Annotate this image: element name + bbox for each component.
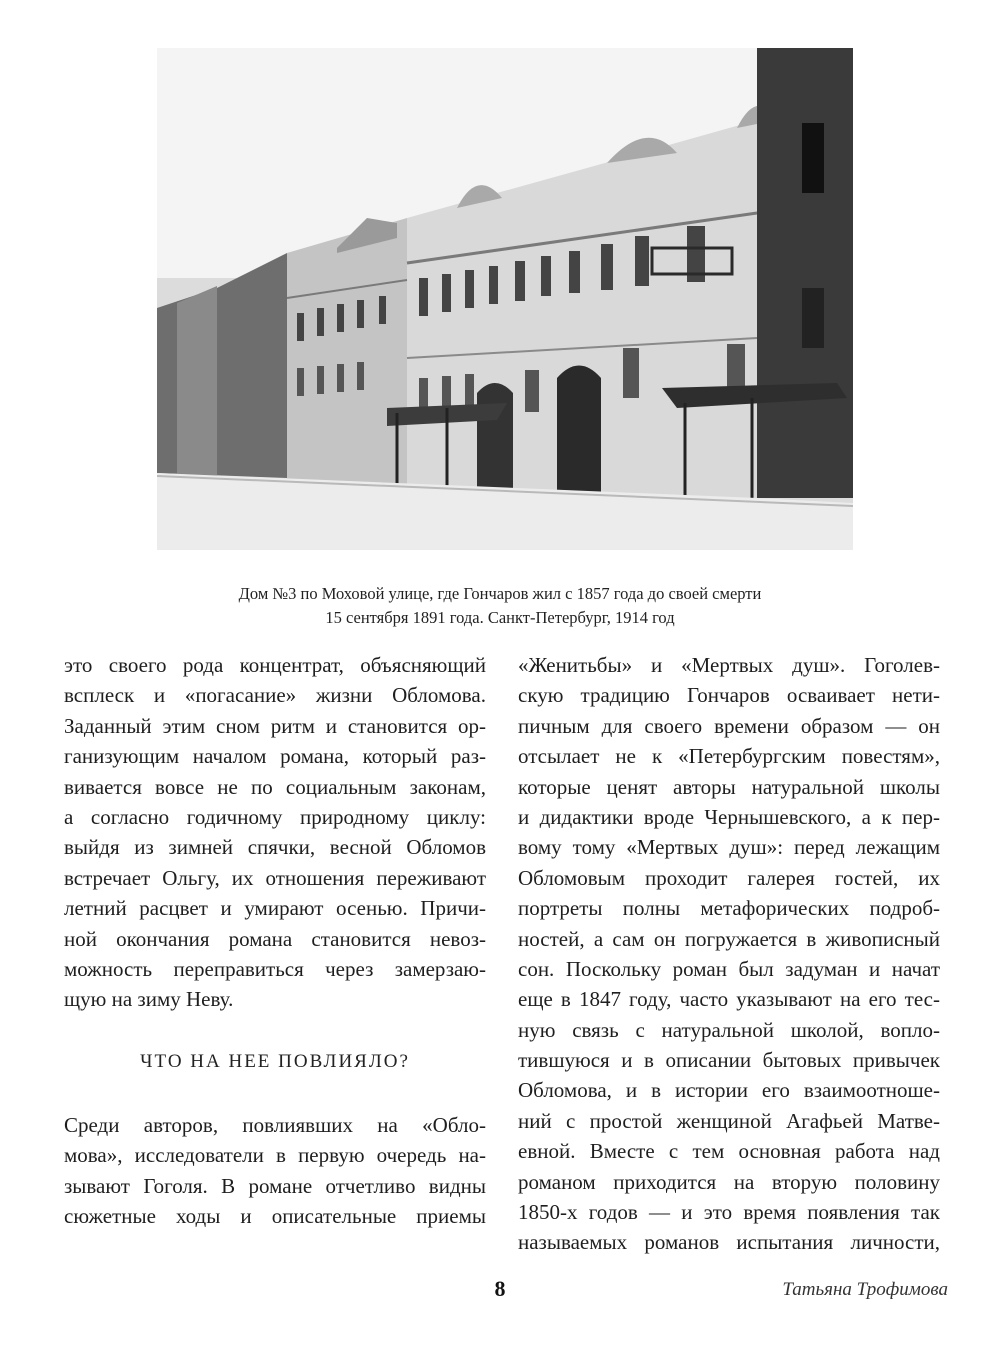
text-line: еще в 1847 году, часто указывают на его тес- (518, 987, 940, 1012)
text-line: выйдя из зимней спячки, весной Обломов (64, 835, 486, 860)
text-line: и дидактики вроде Чернышевского, а к пер- (518, 804, 940, 829)
text-line: Обломова, и в истории его взаимоотноше- (518, 1078, 940, 1103)
text-line: щую на зиму Неву. (64, 987, 234, 1012)
text-line: летний расцвет и умирают осенью. Причи- (64, 896, 486, 921)
text-line: сон. Поскольку роман был задуман и начат (518, 956, 940, 981)
text-line: это своего рода концентрат, объясняющий (64, 653, 486, 677)
text-line: Обломовым проходит галерея гостей, их (518, 865, 940, 890)
page-number: 8 (494, 1276, 506, 1301)
text-line: ганизующим началом романа, который раз- (64, 744, 486, 769)
text-line: называемых романов испытания личности, (518, 1230, 940, 1255)
running-footer-author: Татьяна Трофимова (782, 1279, 948, 1300)
text-line: Среди авторов, повлиявших на «Обло- (64, 1113, 486, 1137)
text-line: 1850-х годов — и это время появления так (518, 1200, 940, 1225)
text-line: сюжетные ходы и описательные приемы (64, 1204, 486, 1229)
caption-line: 15 сентября 1891 года. Санкт-Петербург, 1914 год (325, 608, 675, 627)
text-line: зывают Гоголя. В романе отчетливо видны (64, 1173, 486, 1198)
text-line: отсылает не к «Петербургским повестям», (518, 744, 940, 769)
text-line: евной. Вместе с тем основная работа над (518, 1139, 940, 1164)
left-column-text-2 (64, 1110, 486, 1232)
text-line: романом приходится на вторую половину (518, 1169, 940, 1194)
text-line: Заданный этим сном ритм и становится ор- (64, 713, 486, 738)
text-line: «Женитьбы» и «Мертвых душ». Гоголев- (518, 653, 940, 677)
text-line: ний с простой женщиной Агафьей Матве- (518, 1108, 940, 1133)
text-line: ной окончания романа становится невоз- (64, 926, 486, 951)
building-photo (157, 48, 853, 550)
text-line: а согласно годичному природному циклу: (64, 804, 486, 829)
text-line: встречает Ольгу, их отношения переживают (64, 865, 486, 890)
text-line: всплеск и «погасание» жизни Обломова. (64, 683, 486, 708)
section-heading: ЧТО НА НЕЕ ПОВЛИЯЛО? (140, 1051, 410, 1072)
photo-caption (120, 582, 880, 630)
caption-line: Дом №3 по Моховой улице, где Гончаров жил с 1857 года до своей смерти (238, 584, 762, 603)
text-line: мова», исследователи в первую очередь на- (64, 1143, 486, 1168)
text-line: ную связь с натуральной школой, вопло- (518, 1017, 940, 1042)
text-line: вому тому «Мертвых душ»: перед лежащим (518, 835, 940, 860)
left-column-text (64, 650, 486, 1015)
text-line: портреты полны метафорических подроб- (518, 896, 940, 921)
text-line: вивается вовсе не по социальным законам, (64, 774, 486, 799)
text-line: можность переправиться через замерзаю- (64, 956, 486, 981)
text-line: которые ценят авторы натуральной школы (518, 774, 940, 799)
text-line: тившуюся и в описании бытовых привычек (518, 1048, 940, 1073)
right-column-text (518, 650, 940, 1258)
building-illustration (157, 48, 853, 550)
text-line: ностей, а сам он погружается в живописный (518, 926, 940, 951)
text-line: скую традицию Гончаров осваивает нети- (518, 683, 940, 708)
text-line: пичным для своего времени образом — он (518, 713, 940, 738)
